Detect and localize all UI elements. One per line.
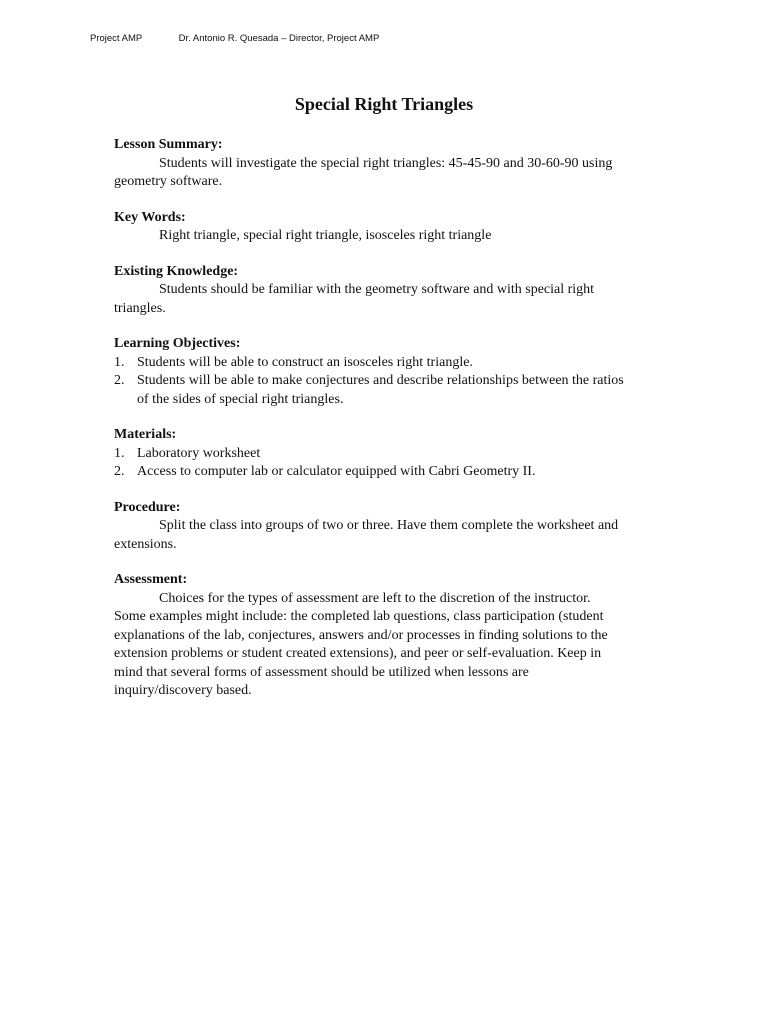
page-header	[90, 33, 379, 44]
header-project-name: Project AMP	[90, 33, 143, 44]
section-text: Right triangle, special right triangle, isosceles right triangle	[159, 228, 492, 243]
list-item	[114, 354, 624, 373]
section-heading: Materials:	[114, 427, 177, 442]
document-body	[114, 136, 624, 718]
section-learning-objectives	[114, 335, 624, 409]
section-text: Students will investigate the special right triangles: 45-45-90 and 30-60-90 using geometry software.	[114, 155, 613, 189]
header-director: Dr. Antonio R. Quesada – Director, Project AMP	[178, 33, 380, 44]
list-item-text: Students will be able to construct an isosceles right triangle.	[137, 354, 473, 370]
page-title: Special Right Triangles	[294, 94, 474, 114]
list-item-text: Laboratory worksheet	[137, 445, 261, 461]
materials-list	[114, 445, 624, 482]
section-heading: Key Words:	[114, 209, 186, 225]
section-heading: Learning Objectives:	[114, 336, 241, 351]
section-materials	[114, 426, 624, 482]
section-text: Choices for the types of assessment are left to the discretion of the instructor. Some examples might include: the completed lab questions, class participation (student explanations of the lab, conjectures, answers and/or processes in finding solutions to the extension problems or student created extensions), and peer or self-evaluation. Keep in mind that several forms of assessment should be utilized when lessons are inquiry/discovery based.	[114, 590, 608, 698]
section-lesson-summary	[114, 136, 624, 192]
list-item	[114, 445, 624, 464]
list-item	[114, 372, 624, 409]
section-text: Students should be familiar with the geometry software and with special right triangles.	[114, 282, 595, 316]
list-item-number: 1.	[114, 445, 125, 461]
list-item-number: 1.	[114, 354, 125, 370]
section-heading: Lesson Summary:	[114, 137, 223, 152]
list-item-text: Access to computer lab or calculator equipped with Cabri Geometry II.	[137, 464, 536, 479]
section-existing-knowledge	[114, 263, 624, 319]
list-item-text: Students will be able to make conjectures and describe relationships between the ratios of the sides of special right triangles.	[137, 373, 624, 407]
objectives-list	[114, 354, 624, 410]
list-item-number: 2.	[114, 373, 125, 388]
section-heading: Assessment:	[114, 572, 188, 587]
list-item	[114, 463, 624, 482]
section-key-words	[114, 209, 624, 246]
list-item-number: 2.	[114, 464, 125, 479]
section-heading: Existing Knowledge:	[114, 263, 239, 279]
section-assessment	[114, 571, 624, 701]
section-procedure	[114, 499, 624, 555]
section-heading: Procedure:	[114, 499, 181, 515]
section-text: Split the class into groups of two or three. Have them complete the worksheet and extensions.	[114, 518, 619, 552]
